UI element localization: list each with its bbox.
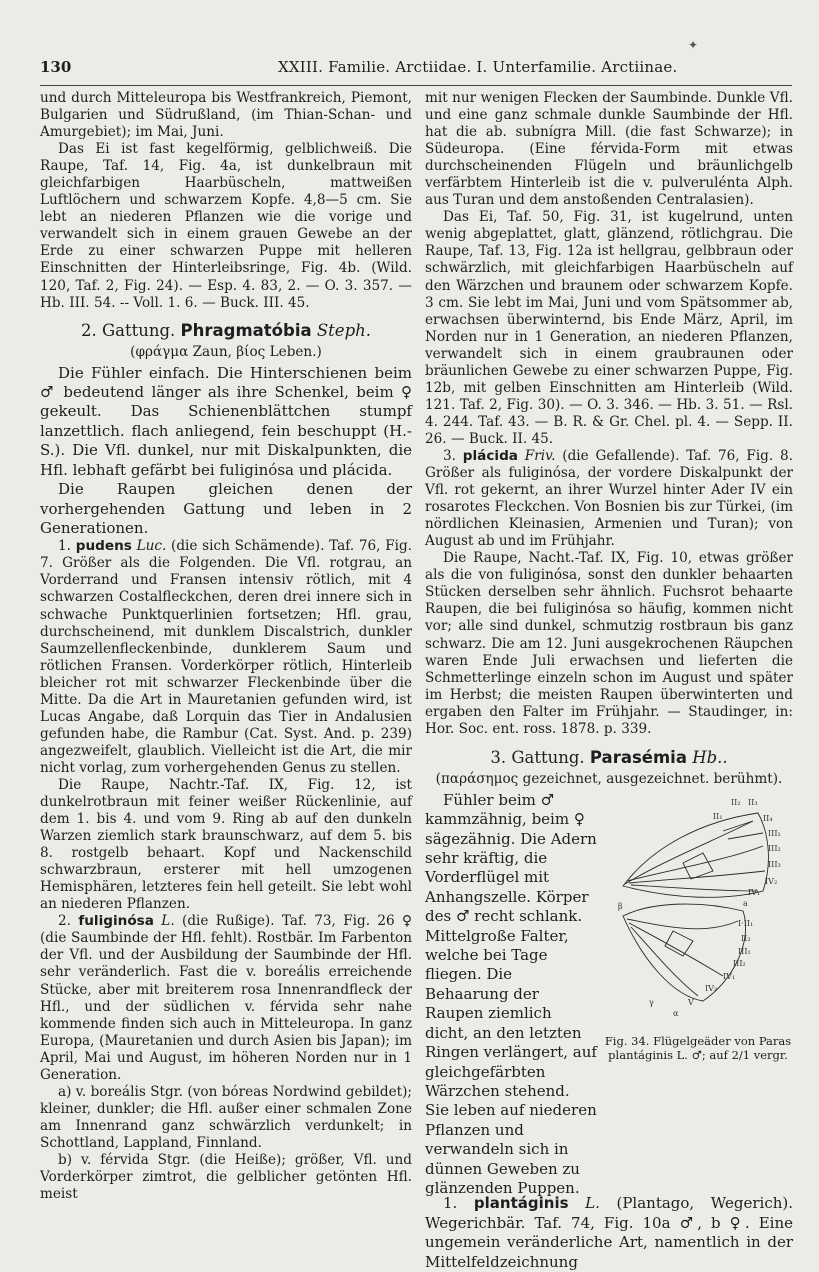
species-number: 2.	[58, 913, 71, 930]
species-text: (Plantago, Wegerich). Wegerichbär. Taf. 74, Fig. 10a ♂, b ♀. Eine ungemein veränderliche Art, namentlich in der Mittelfeldzeichnung	[425, 1194, 793, 1271]
svg-text:III₃: III₃	[768, 859, 781, 869]
species-number: 3.	[443, 447, 456, 464]
svg-text:α: α	[673, 1008, 679, 1018]
svg-text:II₂: II₂	[741, 933, 751, 943]
page-header	[40, 58, 800, 82]
species-name: plácida	[462, 447, 518, 464]
species-text: (die Gefallende). Taf. 76, Fig. 8. Größer als fuliginósa, der vordere Diskalpunkt der Vfl. rot gekernt, an ihrer Wurzel hinter Ader IV ein rosarotes Fleckchen. Von Bosnien bis zur Türkei, (im nördlichen Kleinasien, Armenien und Turan); von August ab und im Frühjahr.	[425, 447, 793, 550]
genus-number: 2. Gattung.	[80, 320, 176, 340]
figure-caption: Fig. 34. Flügelgeäder von Paras plantáginis L. ♂; auf 2/1 vergr.	[604, 1033, 792, 1062]
genus-description: Die Fühler einfach. Die Hinterschienen beim ♂ bedeutend länger als ihre Schenkel, beim ♀ gekeult. Das Schienenblättchen stumpf lanzettlich. flach anliegend, fein beschuppt (H.-S.). Die Vfl. dunkel, nur mit Diskalpunkten, die Hfl. lebhaft gefärbt bei fuliginósa und plácida.	[40, 363, 412, 479]
svg-text:II₁: II₁	[713, 811, 723, 821]
genus-heading	[425, 748, 793, 768]
genus-author: Steph.	[316, 320, 372, 340]
species-text: (die Rußige). Taf. 73, Fig. 26 ♀ (die Saumbinde der Hfl. fehlt). Rostbär. Im Farbenton der Vfl. und der Ausbildung der Saumbinde der Hfl. sehr veränderlich. Fast die v. boreális erreichende Stücke, aber mit breiterem rosa Innenrandfleck der Hfl., und der südlichen v. férvida sehr nahe kommende finden sich auch in Mitteleuropa. In ganz Europa, (Mauretanien und durch Asien bis Japan); im April, Mai und August, im höheren Norden nur in 1 Generation.	[40, 913, 412, 1083]
genus-author: Hb..	[692, 747, 728, 767]
header-rule	[40, 85, 792, 86]
species-entry	[40, 913, 412, 1083]
paragraph: mit nur wenigen Flecken der Saumbinde. Dunkle Vfl. und eine ganz schmale dunkle Saumbinde der Hfl. hat die ab. subnígra Mill. (die fast Schwarze); in Südeuropa. (Eine férvida-Form mit etwas durchscheinenden Flügeln und bräunlichgelb verfärbtem Hinterleib ist die v. pulverulénta Alph. aus Turan und dem anstoßenden Centralasien).	[425, 90, 793, 209]
genus-number: 3. Gattung.	[490, 747, 585, 767]
genus-name: Phragmatóbia	[180, 320, 312, 340]
species-text: (die sich Schämende). Taf. 76, Fig. 7. Größer als die Folgenden. Die Vfl. rotgrau, an Vorderrand und Fransen intensiv rötlich, mit 4 schwarzen Costalfleckchen, deren drei innere sich in schwache Punktquerlinien fortsetzen; Hfl. grau, durchscheinend, mit dunklem Discalstrich, dunkler Saumzellenfleckenbinde, dunklerem Saum und rötlichen Fransen. Vorderkörper rötlich, Hinterleib bleicher rot mit schwarzer Fleckenbinde über die Mitte. Da die Art in Mauretanien gefunden wird, ist Lucas Angabe, daß Lorquin das Tier in Andalusien gefunden habe, die Rambur (Cat. Syst. And. p. 239) angezweifelt, glaublich. Vielleicht ist die Art, die mir nicht vorlag, zum vorhergehenden Genus zu stellen.	[40, 538, 413, 776]
svg-text:II₂: II₂	[731, 797, 741, 807]
svg-text:III₁: III₁	[768, 828, 781, 838]
svg-text:V: V	[688, 997, 694, 1007]
species-number: 1.	[58, 538, 71, 555]
svg-text:IV₁: IV₁	[723, 971, 736, 981]
variety-entry: b) v. férvida Stgr. (die Heiße); größer, Vfl. und Vorderkörper zimtrot, die gelblicher getönten Hfl. meist	[40, 1152, 412, 1203]
wing-venation-figure	[603, 791, 793, 1091]
genus-etymology: (παράσημος gezeichnet, ausgezeichnet. berühmt).	[435, 770, 783, 787]
svg-text:III₂: III₂	[768, 843, 781, 853]
svg-text:III₁: III₁	[738, 946, 751, 956]
species-entry	[40, 538, 412, 777]
paragraph: Die Raupe, Nachtr.-Taf. IX, Fig. 12, ist dunkelrotbraun mit feiner weißer Rückenlinie, auf dem 1. bis 4. und vom 9. Ring ab auf den dunkeln Warzen ziemlich stark braunschwarz, auf dem 5. bis 8. rostgelb behaart. Kopf und Nackenschild schwarzbraun, ersterer mit hell umzogenen Hemisphären, letzteres fein hell geteilt. Sie lebt wohl an niederen Pflanzen.	[40, 776, 412, 913]
svg-text:IV₂: IV₂	[765, 876, 778, 886]
species-entry	[425, 448, 793, 550]
svg-text:γ: γ	[649, 997, 654, 1007]
running-head: XXIII. Familie. Arctiidae. I. Unterfamilie. Arctiinae.	[278, 58, 678, 76]
svg-text:I·II₁: I·II₁	[738, 918, 754, 928]
paragraph: Die Raupe, Nacht.-Taf. IX, Fig. 10, etwas größer als die von fuliginósa, sonst den dunkler behaarten Stücken derselben sehr ähnlich. Fuchsrot behaarte Raupen, die bei fuliginósa so häufig, kommen nicht vor; alle sind dunkel, schmutzig rostbraun bis ganz schwarz. Die am 12. Juni ausgekrochenen Räupchen waren Ende Juli erwachsen und lieferten die Schmetterlinge einzeln schon im August und später im Herbst; die meisten Raupen überwinterten und ergaben den Falter im Frühjahr. — Staudinger, in: Hor. Soc. ent. ross. 1878. p. 339.	[425, 550, 793, 737]
svg-text:β: β	[618, 901, 623, 911]
paragraph: und durch Mitteleuropa bis Westfrankreich, Piemont, Bulgarien und Südrußland, (im Thian-Schan- und Amurgebiet); im Mai, Juni.	[40, 90, 412, 141]
paragraph: Das Ei, Taf. 50, Fig. 31, ist kugelrund, unten wenig abgeplattet, glatt, glänzend, rötlichgrau. Die Raupe, Taf. 13, Fig. 12a ist hellgrau, gelbbraun oder schwärzlich, mit gleichfarbigen Haarbüscheln auf den Wärzchen und braunem oder schwarzem Kopfe. 3 cm. Sie lebt im Mai, Juni und vom Spätsommer ab, erwachsen überwinternd, bis Ende März, April, im Norden nur in 1 Generation, an niederen Pflanzen, verwandelt sich in einem graubraunen oder bräunlichen Gewebe zu einer schwarzen Puppe, Fig. 12b, mit gelben Einschnitten am Hinterleib (Wild. 121. Taf. 2, Fig. 30). — O. 3. 346. — Hb. 3. 51. — Rsl. 4. 244. Taf. 43. — B. R. & Gr. Chel. pl. 4. — Sepp. II. 26. — Buck. II. 45.	[425, 209, 793, 447]
wing-venation-drawing	[613, 791, 783, 1031]
page-number: 130	[40, 58, 72, 76]
species-number: 1.	[443, 1194, 458, 1213]
variety-entry: a) v. boreális Stgr. (von bóreas Nordwind gebildet); kleiner, dunkler; die Hfl. außer einer schmalen Zone am Innenrand ganz schwärzlich verdunkelt; in Schottland, Lappland, Finnland.	[40, 1083, 412, 1151]
genus-name: Parasémia	[589, 747, 687, 767]
species-entry	[425, 1194, 793, 1272]
svg-text:II₃: II₃	[748, 797, 758, 807]
genus-description: Fühler beim ♂ kammzähnig, beim ♀ sägezähnig. Die Adern sehr kräftig, die Vorderflügel mit Anhangszelle. Körper des ♂ recht schlank. Mittelgroße Falter, welche bei Tage fliegen. Die Behaarung der Raupen ziemlich dicht, an den letzten Ringen verlängert, auf gleichgefärbten Wärzchen stehend. Sie leben auf niederen Pflanzen und verwandeln sich in dünnen Geweben zu glänzenden Puppen.	[425, 790, 597, 1197]
left-column	[40, 90, 412, 1203]
species-author: L.	[161, 913, 175, 930]
species-name: fuliginósa	[78, 913, 154, 930]
genus-description: Die Raupen gleichen denen der vorhergehenden Gattung und leben in 2 Generationen.	[40, 480, 412, 537]
species-author: Friv.	[524, 447, 556, 464]
svg-text:a: a	[743, 898, 748, 908]
species-author: Luc.	[136, 538, 167, 555]
species-name: pudens	[75, 538, 132, 555]
text-with-figure	[425, 791, 793, 1199]
svg-text:III₂: III₂	[733, 958, 746, 968]
svg-text:II₄: II₄	[763, 813, 773, 823]
genus-heading	[40, 321, 412, 341]
species-author: L.	[585, 1194, 600, 1213]
right-column	[425, 90, 793, 1272]
species-name: plantáginis	[473, 1194, 569, 1213]
paragraph: Das Ei ist fast kegelförmig, gelblichweiß. Die Raupe, Taf. 14, Fig. 4a, ist dunkelbraun mit gleichfarbigen Haarbüscheln, mattweißen Luftlöchern und schwarzem Kopfe. 4,8—5 cm. Sie lebt an niederen Pflanzen wie die vorige und verwandelt sich in einem grauen Gewebe an der Erde zu einer schwarzen Puppe mit helleren Einschnitten der Hinterleibsringe, Fig. 4b. (Wild. 120, Taf. 2, Fig. 24). — Esp. 4. 83, 2. — O. 3. 357. — Hb. III. 54. -- Voll. 1. 6. — Buck. III. 45.	[40, 141, 412, 311]
printer-mark-icon: ✦	[688, 38, 699, 52]
svg-text:IV₁: IV₁	[748, 887, 761, 897]
svg-text:IV₂: IV₂	[705, 983, 718, 993]
genus-etymology: (φράγμα Zaun, βίος Leben.)	[130, 343, 322, 360]
